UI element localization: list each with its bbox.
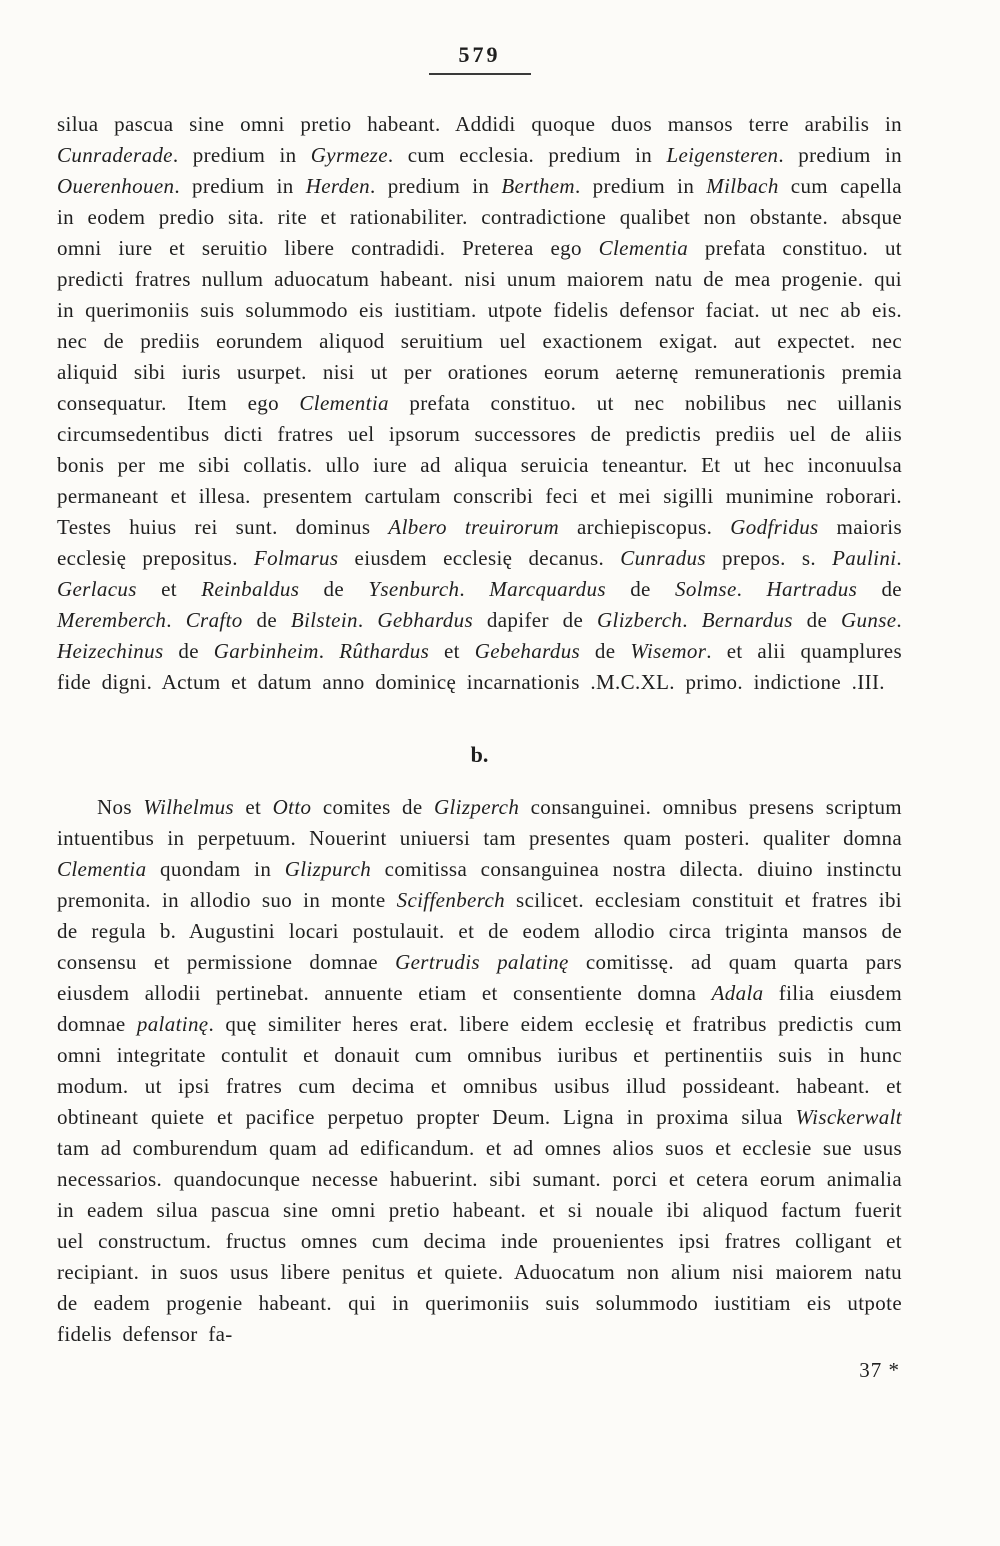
- signature-mark: 37 *: [859, 1358, 900, 1382]
- charter-b-paragraph: Nos Wilhelmus et Otto comites de Glizperch consanguinei. omnibus presens scriptum intuentibus in perpetuum. Nouerint uniuersi tam presentes quam posteri. qualiter domna Clementia quondam in Glizpurch comitissa consanguinea nostra dilecta. diuino instinctu premonita. in allodio suo in monte Sciffenberch scilicet. ecclesiam constituit et fratres ibi de regula b. Augustini locari postulauit. et de eodem allodio circa triginta mansos de consensu et permissione domnae Gertrudis palatinę comitissę. ad quam quarta pars eiusdem allodii pertinebat. annuente etiam et consentiente domna Adala filia eiusdem domnae palatinę. quę similiter heres erat. libere eidem ecclesię et fratribus predictis cum omni integritate contulit et donauit cum omnibus iuribus et pertinentiis suis in hunc modum. ut ipsi fratres cum decima et omnibus usibus illud possideant. habeant. et obtineant quiete et pacifice perpetuo propter Deum. Ligna in proxima silua Wisckerwalt tam ad comburendum quam ad edificandum. et ad omnes alios suos et ecclesie sue usus necessarios. quandocunque necesse habuerint. sibi sumant. porci et cetera eorum animalia in eadem silua pascua sine omni pretio habeant. et si nouale ibi aliquod factum fuerit uel constructum. fructus omnes cum decima inde prouenientes ipsi fratres colligant et recipiant. in suos usus libere penitus et quiete. Aduocatum non alium nisi maiorem natu de eadem progenie habeant. qui in querimoniis suis solummodo iustitiam eis utpote fidelis defensor fa-: [57, 795, 903, 1346]
- page-number: 579: [429, 42, 531, 75]
- page-header: [57, 42, 902, 75]
- charter-a-paragraph: silua pascua sine omni pretio habeant. Addidi quoque duos mansos terre arabilis in Cunraderade. predium in Gyrmeze. cum ecclesia. predium in Leigensteren. predium in Ouerenhouen. predium in Herden. predium in Berthem. predium in Milbach cum capella in eodem predio sita. rite et rationabiliter. contradictione qualibet non obstante. absque omni iure et seruitio libere contradidi. Preterea ego Clementia prefata constituo. ut predicti fratres nullum aduocatum habeant. nisi unum maiorem natu de mea progenie. qui in querimoniis suis solummodo eis iustitiam. utpote fidelis defensor faciat. ut nec ab eis. nec de prediis eorundem aliquod seruitium uel exactionem exigat. aut expectet. nec aliquid sibi iuris usurpet. nisi ut per orationes eorum aeternę remunerationis premia consequatur. Item ego Clementia prefata constituo. ut nec nobilibus nec uillanis circumsedentibus dicti fratres uel ipsorum successores de predictis prediis uel de aliis bonis per me sibi collatis. ullo iure ad aliqua seruicia teneantur. Et ut hec inconuulsa permaneant et illesa. presentem cartulam conscribi feci et mei sigilli munimine roborari. Testes huius rei sunt. dominus Albero treuirorum archiepiscopus. Godfridus maioris ecclesię prepositus. Folmarus eiusdem ecclesię decanus. Cunradus prepos. s. Paulini. Gerlacus et Reinbaldus de Ysenburch. Marcquardus de Solmse. Hartradus de Meremberch. Crafto de Bilstein. Gebhardus dapifer de Glizberch. Bernardus de Gunse. Heizechinus de Garbinheim. Rûthardus et Gebehardus de Wisemor. et alii quamplures fide digni. Actum et datum anno dominicę incarnationis .M.C.XL. primo. indictione .III.: [57, 112, 903, 694]
- section-b-heading: b.: [470, 742, 489, 767]
